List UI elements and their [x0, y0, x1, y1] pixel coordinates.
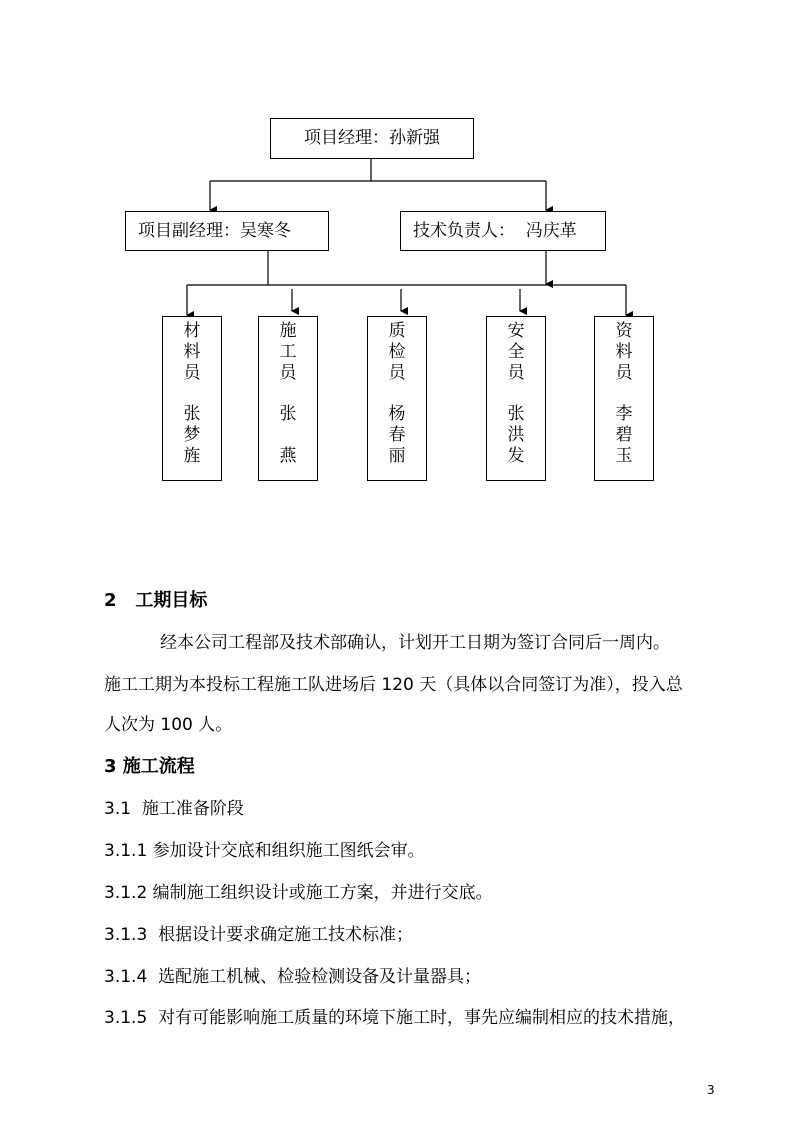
staff-name-char: 旌: [183, 446, 201, 466]
staff-role-char: 料: [183, 342, 201, 362]
section-3-1-3: 3.1.3 根据设计要求确定施工技术标准；: [104, 925, 414, 945]
staff-name-char: 李: [615, 404, 633, 424]
staff-role-char: 安: [507, 321, 525, 341]
section-2-heading: 2 工期目标: [104, 590, 208, 611]
staff-role-char: 员: [388, 363, 406, 383]
staff-role-char: 材: [183, 321, 201, 341]
staff-name-char: 张: [507, 404, 525, 424]
staff-name-char: 张: [183, 404, 201, 424]
deputy-manager-box: [125, 211, 329, 251]
staff-role-char: 料: [615, 342, 633, 362]
section-2-paragraph-line-1: 经本公司工程部及技术部确认，计划开工日期为签订合同后一周内。: [160, 633, 670, 653]
staff-name-char: 梦: [183, 425, 201, 445]
staff-name-char: 春: [388, 425, 406, 445]
staff-box-materials: [162, 316, 222, 481]
staff-role-char: 员: [279, 363, 297, 383]
section-3-1-heading: 3.1 施工准备阶段: [104, 799, 244, 819]
page-number: 3: [707, 1083, 715, 1097]
staff-role-char: 员: [183, 363, 201, 383]
staff-box-documents: [594, 316, 654, 481]
section-2-paragraph-line-2: 施工工期为本投标工程施工队进场后 120 天（具体以合同签订为准），投入总: [104, 675, 683, 695]
technical-lead-label: 技术负责人： 冯庆革: [413, 220, 577, 241]
project-manager-label: 项目经理：孙新强: [304, 128, 440, 148]
technical-lead-box: [400, 211, 606, 251]
section-3-1-1: 3.1.1 参加设计交底和组织施工图纸会审。: [104, 841, 425, 861]
staff-role-char: 全: [507, 342, 525, 362]
staff-box-safety: [486, 316, 546, 481]
staff-name-char: 杨: [388, 404, 406, 424]
staff-name-char: 洪: [507, 425, 525, 445]
staff-role-char: 员: [507, 363, 525, 383]
deputy-manager-label: 项目副经理：吴寒冬: [138, 220, 291, 241]
staff-role-char: 检: [388, 342, 406, 362]
staff-name-char: 碧: [615, 425, 633, 445]
section-3-1-5: 3.1.5 对有可能影响施工质量的环境下施工时，事先应编制相应的技术措施，: [104, 1008, 686, 1028]
staff-name-char: 玉: [615, 446, 633, 466]
staff-name-char: 张: [279, 404, 297, 424]
staff-role-char: 质: [388, 321, 406, 341]
staff-box-quality: [367, 316, 427, 481]
staff-name-char: 发: [507, 446, 525, 466]
section-3-1-2: 3.1.2 编制施工组织设计或施工方案，并进行交底。: [104, 883, 493, 903]
section-2-paragraph-line-3: 人次为 100 人。: [104, 715, 233, 735]
section-3-1-4: 3.1.4 选配施工机械、检验检测设备及计量器具；: [104, 967, 482, 987]
staff-role-char: 工: [279, 342, 297, 362]
staff-role-char: 员: [615, 363, 633, 383]
staff-box-construction: [258, 316, 318, 481]
staff-role-char: 资: [615, 321, 633, 341]
staff-name-char: 燕: [279, 446, 297, 466]
section-3-heading: 3 施工流程: [104, 756, 195, 777]
staff-role-char: 施: [279, 321, 297, 341]
staff-name-char: 丽: [388, 446, 406, 466]
project-manager-box: [270, 118, 474, 159]
